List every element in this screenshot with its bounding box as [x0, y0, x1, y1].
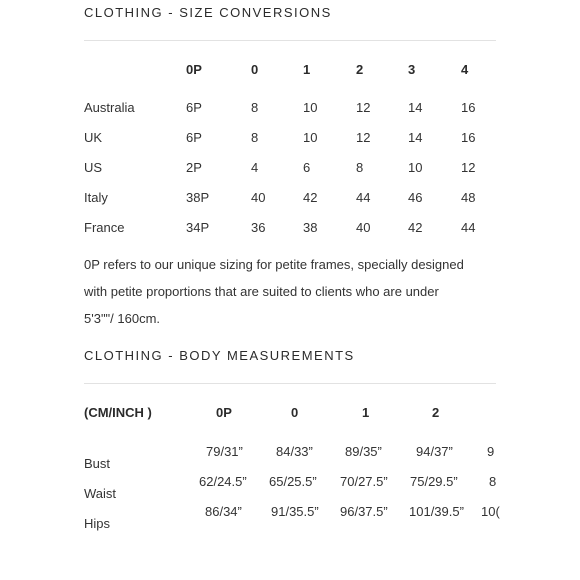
table-cell: 84/33”	[276, 444, 313, 459]
table-cell: 70/27.5”	[340, 474, 388, 489]
table-cell: 36	[251, 220, 266, 235]
column-header-0: 0	[251, 62, 259, 77]
table-cell: 89/35”	[345, 444, 382, 459]
row-label-us: US	[84, 160, 103, 175]
body-measurements-divider	[84, 383, 496, 384]
column-header-0p: 0P	[186, 62, 202, 77]
column-header-3: 3	[408, 62, 416, 77]
row-label-france: France	[84, 220, 125, 235]
table-cell: 101/39.5”	[409, 504, 464, 519]
unit-label: (CM/INCH )	[84, 405, 152, 420]
table-cell: 12	[356, 100, 371, 115]
size-conversions-heading: CLOTHING - SIZE CONVERSIONS	[84, 5, 332, 20]
row-label-waist: Waist	[84, 486, 117, 501]
table-cell: 40	[251, 190, 266, 205]
table-cell: 94/37”	[416, 444, 453, 459]
table-cell: 44	[356, 190, 371, 205]
table-cell: 62/24.5”	[199, 474, 247, 489]
table-cell: 6P	[186, 130, 202, 145]
row-label-hips: Hips	[84, 516, 111, 531]
table-cell: 10	[303, 130, 318, 145]
note-line: 0P refers to our unique sizing for petite frames, specially designed	[84, 257, 464, 272]
table-cell: 8	[251, 130, 259, 145]
table-cell: 96/37.5”	[340, 504, 388, 519]
body-measurements-table	[0, 395, 500, 545]
column-header-0: 0	[291, 405, 299, 420]
table-cell: 34P	[186, 220, 210, 235]
table-cell: 9	[487, 444, 495, 459]
column-header-1: 1	[303, 62, 311, 77]
column-header-4: 4	[461, 62, 469, 77]
table-cell: 48	[461, 190, 476, 205]
table-cell: 86/34”	[205, 504, 242, 519]
petite-sizing-note	[84, 251, 504, 332]
row-label-australia: Australia	[84, 100, 135, 115]
table-cell: 8	[489, 474, 497, 489]
table-cell: 38	[303, 220, 318, 235]
table-cell: 46	[408, 190, 423, 205]
row-label-uk: UK	[84, 130, 103, 145]
table-cell: 10	[408, 160, 423, 175]
table-cell: 16	[461, 130, 476, 145]
column-header-0p: 0P	[216, 405, 232, 420]
table-cell: 2P	[186, 160, 202, 175]
table-cell: 75/29.5”	[410, 474, 458, 489]
column-header-1: 1	[362, 405, 370, 420]
table-cell: 12	[461, 160, 476, 175]
table-cell: 38P	[186, 190, 210, 205]
table-cell: 8	[356, 160, 364, 175]
table-cell: 42	[408, 220, 423, 235]
column-header-2: 2	[432, 405, 440, 420]
table-cell: 10(	[481, 504, 500, 519]
table-cell: 4	[251, 160, 259, 175]
table-cell: 8	[251, 100, 259, 115]
table-cell: 40	[356, 220, 371, 235]
row-label-italy: Italy	[84, 190, 108, 205]
table-cell: 42	[303, 190, 318, 205]
size-conversions-divider	[84, 40, 496, 41]
body-measurements-heading: CLOTHING - BODY MEASUREMENTS	[84, 348, 355, 363]
table-cell: 6P	[186, 100, 202, 115]
table-cell: 12	[356, 130, 371, 145]
note-line: with petite proportions that are suited to clients who are under	[84, 284, 439, 299]
table-cell: 14	[408, 130, 423, 145]
table-cell: 6	[303, 160, 311, 175]
column-header-2: 2	[356, 62, 364, 77]
table-cell: 14	[408, 100, 423, 115]
table-cell: 44	[461, 220, 476, 235]
table-cell: 10	[303, 100, 318, 115]
table-cell: 79/31”	[206, 444, 243, 459]
table-cell: 91/35.5”	[271, 504, 319, 519]
row-label-bust: Bust	[84, 456, 111, 471]
note-line: 5'3""/ 160cm.	[84, 311, 161, 326]
table-cell: 65/25.5”	[269, 474, 317, 489]
table-cell: 16	[461, 100, 476, 115]
